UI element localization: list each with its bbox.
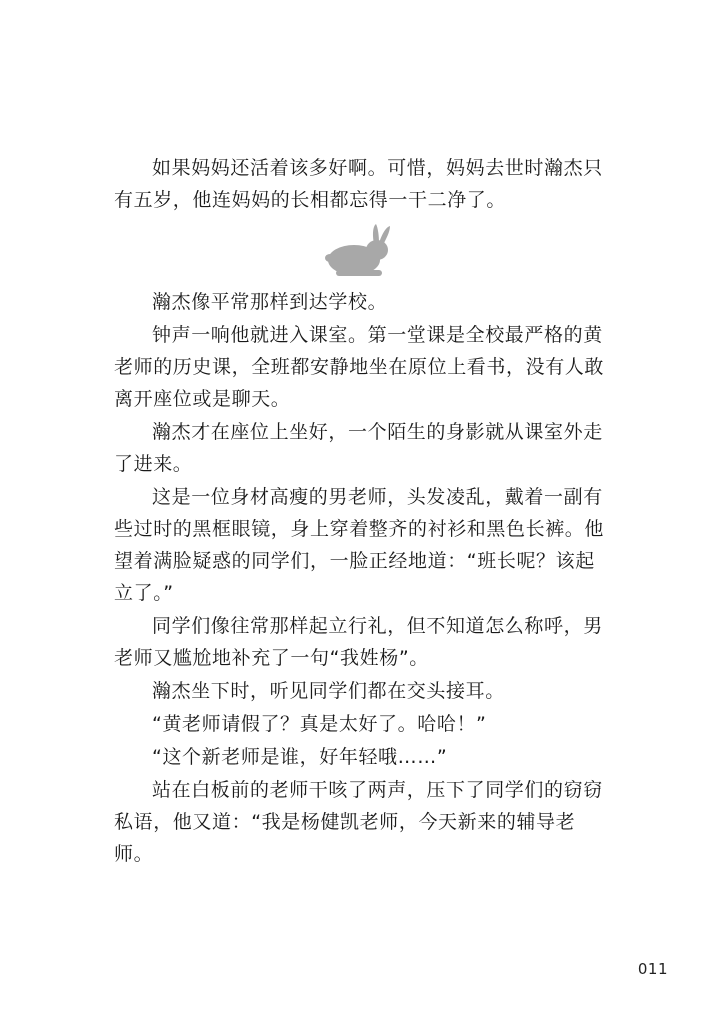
paragraph: 瀚杰坐下时，听见同学们都在交头接耳。 [152, 680, 505, 702]
text-section-main [114, 286, 610, 870]
paragraph: 站在白板前的老师干咳了两声，压下了同学们的窃窃私语，他又道：“我是杨健凯老师，今天新来的辅导老师。 [114, 779, 603, 865]
paragraph: 如果妈妈还活着该多好啊。可惜，妈妈去世时瀚杰只有五岁，他连妈妈的长相都忘得一干二净了。 [114, 157, 603, 211]
rabbit-icon [322, 222, 394, 278]
paragraph: 瀚杰像平常那样到达学校。 [152, 291, 388, 313]
paragraph: 这是一位身材高瘦的男老师，头发凌乱，戴着一副有些过时的黑框眼镜，身上穿着整齐的衬衫和黑色长裤。他望着满脸疑惑的同学们，一脸正经地道：“班长呢？该起立了。” [114, 486, 605, 604]
text-section-top [114, 152, 610, 216]
page-number: 011 [637, 960, 668, 978]
paragraph: 钟声一响他就进入课室。第一堂课是全校最严格的黄老师的历史课，全班都安静地坐在原位上看书，没有人敢离开座位或是聊天。 [114, 324, 605, 410]
paragraph: “这个新老师是谁，好年轻哦……” [152, 746, 448, 768]
paragraph: 同学们像往常那样起立行礼，但不知道怎么称呼，男老师又尴尬地补充了一句“我姓杨”。 [114, 615, 603, 669]
paragraph: 瀚杰才在座位上坐好，一个陌生的身影就从课室外走了进来。 [114, 421, 603, 475]
paragraph: “黄老师请假了？真是太好了。哈哈！” [152, 713, 487, 735]
